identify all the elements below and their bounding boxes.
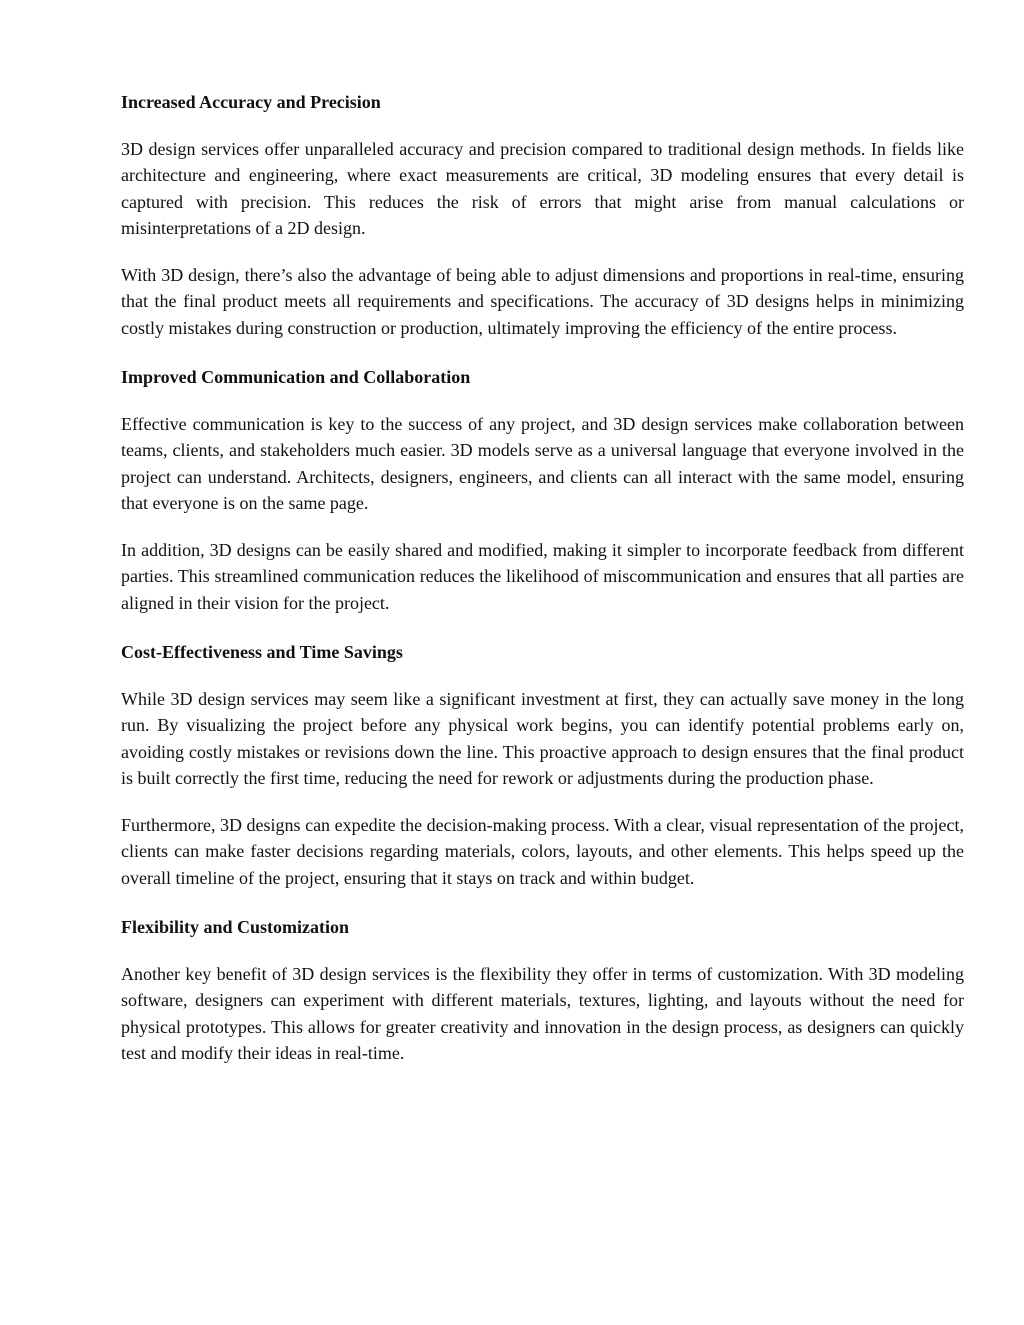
paragraph: In addition, 3D designs can be easily shared and modified, making it simpler to incorporate feedback from different parties. This streamlined communication reduces the likelihood of miscommunication and ensures that all parties are aligned in their vision for the project. [121,539,964,613]
paragraph: Effective communication is key to the success of any project, and 3D design services make collaboration between teams, clients, and stakeholders much easier. 3D models serve as a universal language that everyone involved in the project can understand. Architects, designers, engineers, and clients can all interact with the same model, ensuring that everyone is on the same page. [121,413,964,513]
document-page [121,89,964,1087]
section-accuracy [121,89,964,341]
paragraph: 3D design services offer unparalleled accuracy and precision compared to traditional design methods. In fields like architecture and engineering, where exact measurements are critical, 3D modeling ensures that every detail is captured with precision. This reduces the risk of errors that might arise from manual calculations or misinterpretations of a 2D design. [121,138,964,238]
section-communication [121,364,964,616]
paragraph: With 3D design, there’s also the advantage of being able to adjust dimensions and proportions in real-time, ensuring that the final product meets all requirements and specifications. The accuracy of 3D designs helps in minimizing costly mistakes during construction or production, ultimately improving the efficiency of the entire process. [121,264,964,338]
section-heading: Increased Accuracy and Precision [121,92,381,112]
paragraph: While 3D design services may seem like a significant investment at first, they can actually save money in the long run. By visualizing the project before any physical work begins, you can identify potential problems early on, avoiding costly mistakes or revisions down the line. This proactive approach to design ensures that the final product is built correctly the first time, reducing the need for rework or adjustments during the production phase. [121,688,964,788]
section-flexibility [121,914,964,1067]
paragraph: Furthermore, 3D designs can expedite the decision-making process. With a clear, visual representation of the project, clients can make faster decisions regarding materials, colors, layouts, and other elements. This helps speed up the overall timeline of the project, ensuring that it stays on track and within budget. [121,814,964,888]
section-heading: Cost-Effectiveness and Time Savings [121,642,403,662]
section-heading: Improved Communication and Collaboration [121,367,471,387]
section-heading: Flexibility and Customization [121,917,350,937]
section-cost-effectiveness [121,639,964,891]
paragraph: Another key benefit of 3D design services is the flexibility they offer in terms of customization. With 3D modeling software, designers can experiment with different materials, textures, lighting, and layouts without the need for physical prototypes. This allows for greater creativity and innovation in the design process, as designers can quickly test and modify their ideas in real-time. [121,963,964,1063]
